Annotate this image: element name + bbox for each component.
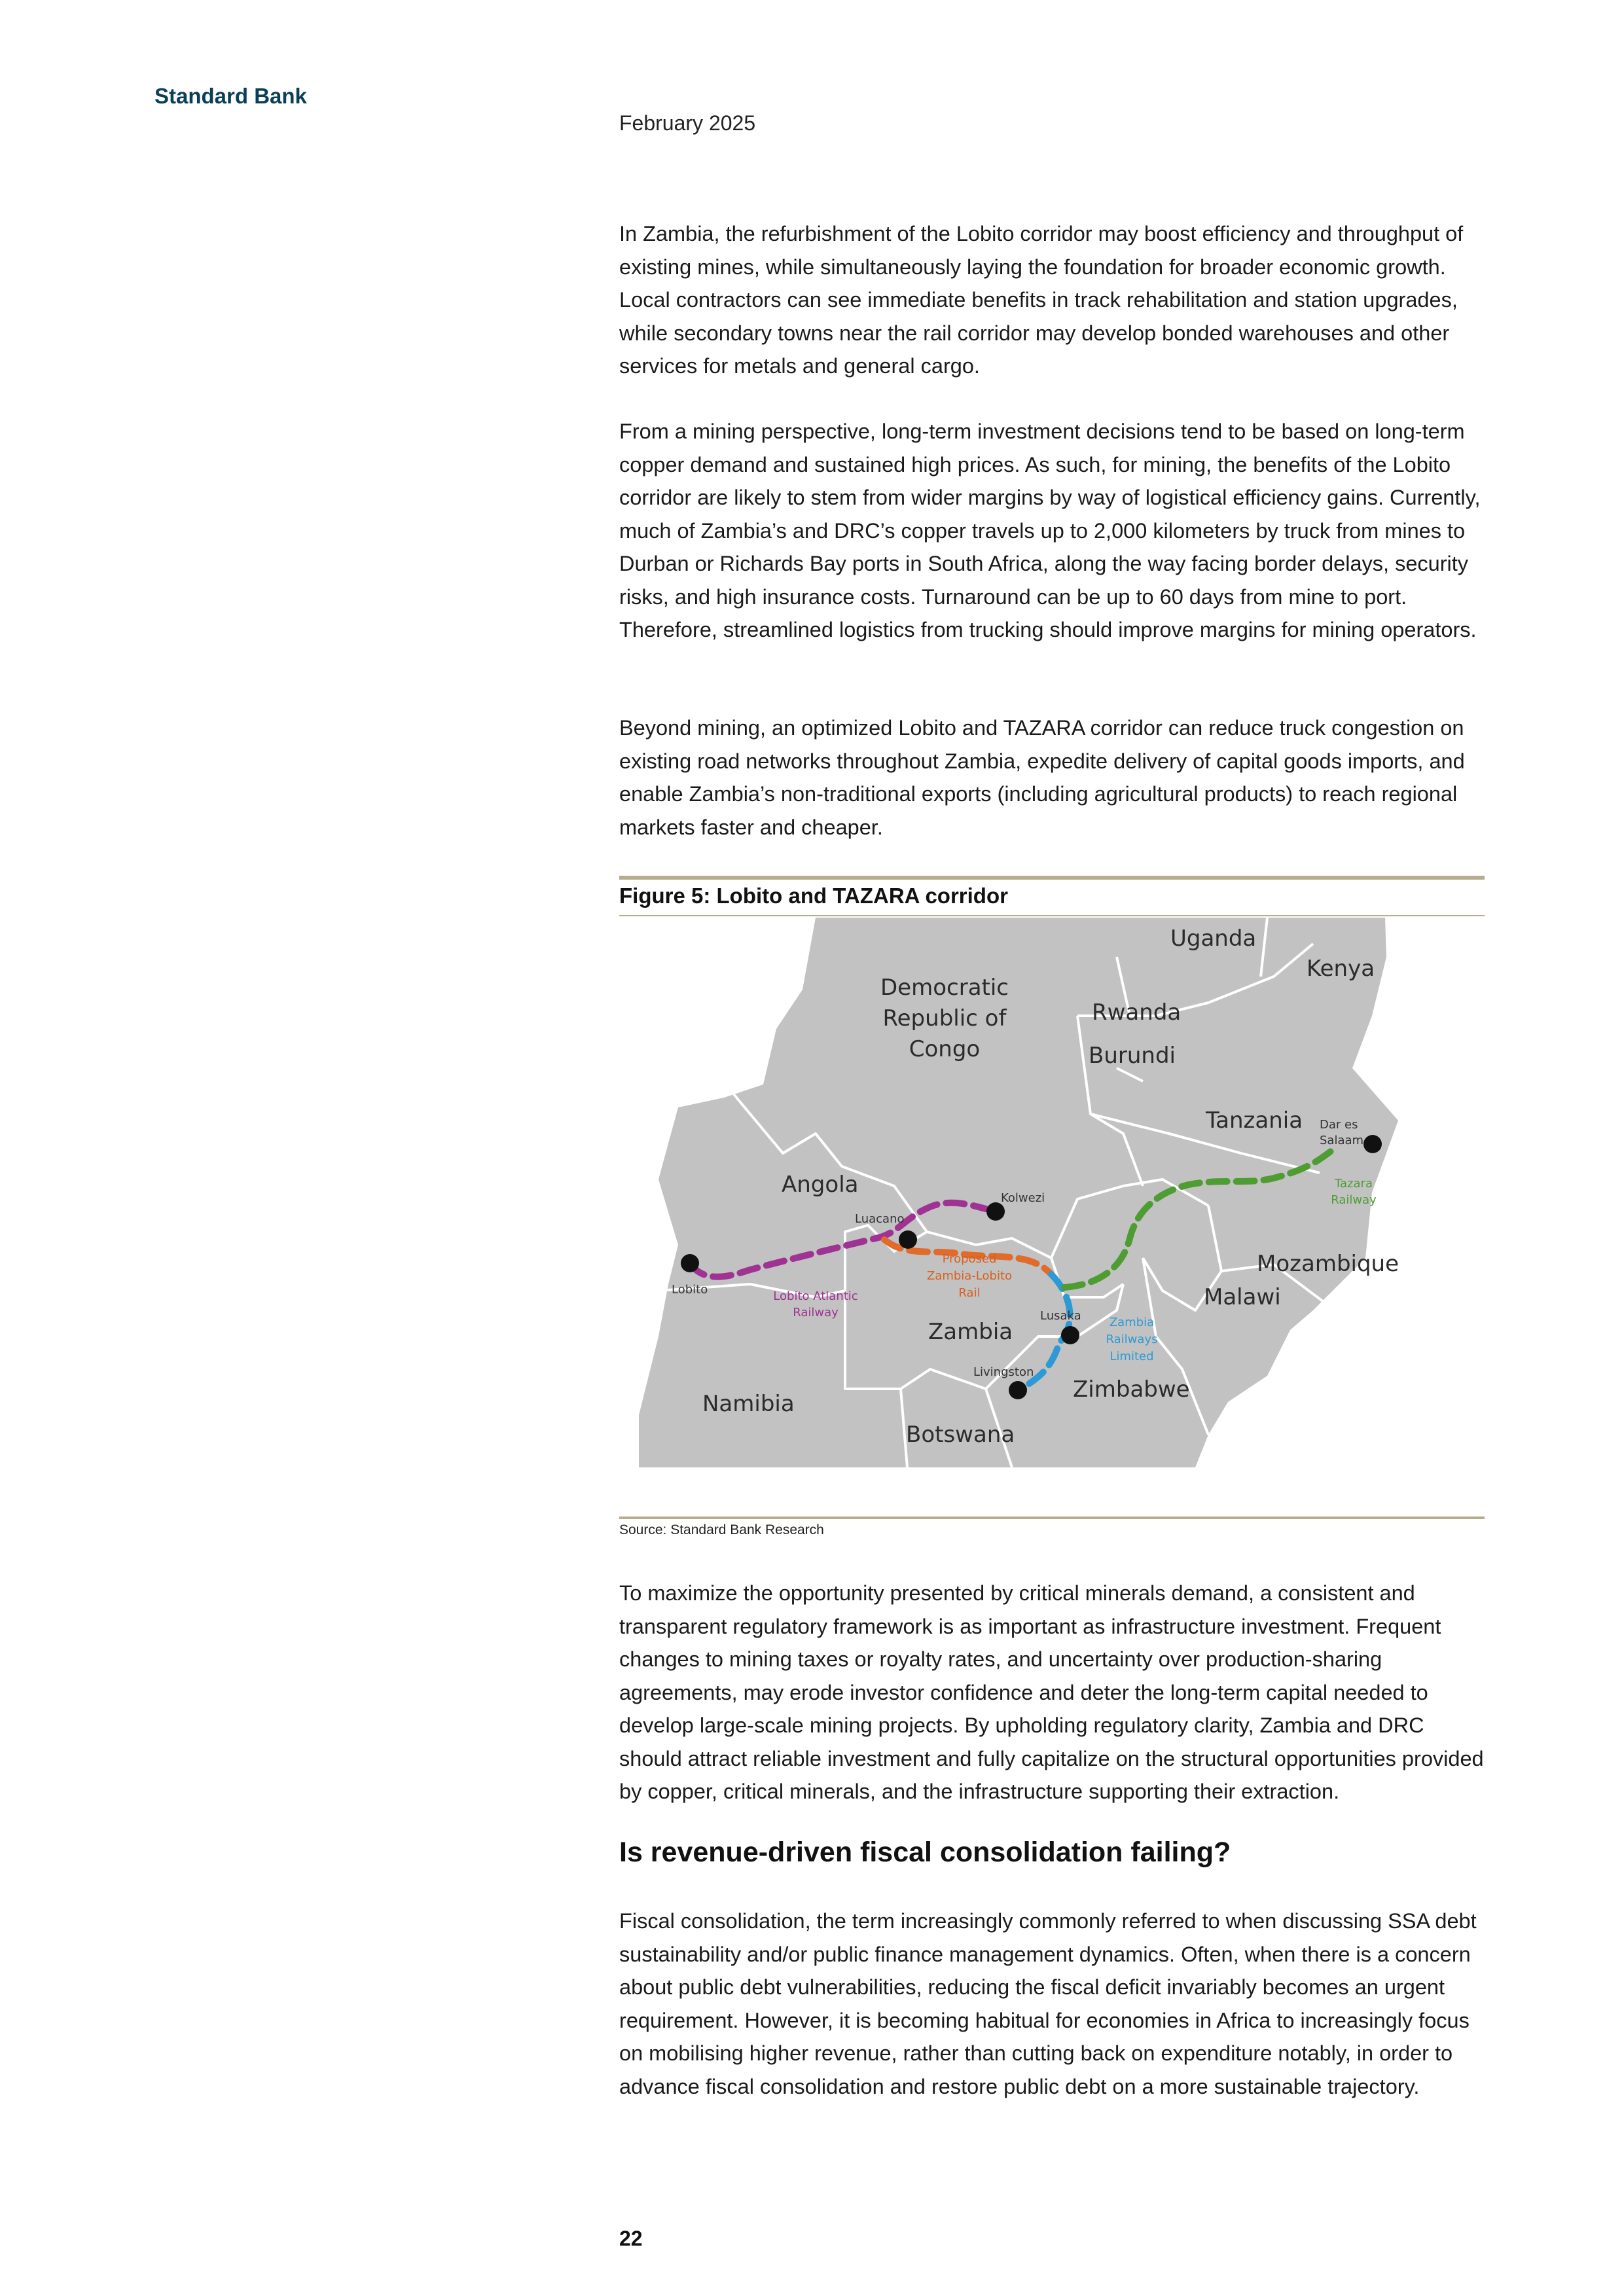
lobito-marker — [681, 1254, 699, 1272]
lusaka-marker — [1061, 1326, 1079, 1344]
label-zambia-railways-limited: Railways — [1106, 1333, 1158, 1346]
label-kenya: Kenya — [1307, 956, 1375, 982]
label-burundi: Burundi — [1089, 1043, 1176, 1069]
figure-title-rule — [619, 915, 1485, 916]
luacano-marker — [899, 1230, 917, 1249]
label-drc: Republic of — [882, 1005, 1007, 1031]
paragraph-text: From a mining perspective, long-term investment decisions tend to be based on long-term copper demand and sustained high prices. As such, for mining, the benefits of the Lobito corridor are likely to stem from wider margins by way of logistical efficiency gains. Currently, much of Zambia’s and DRC’s copper travels up to 2,000 kilometers by truck from mines to Durban or Richards Bay ports in South Africa, along the way facing border delays, security risks, and high insurance costs. Turnaround can be up to 60 days from mine to port. Therefore, streamlined logistics from trucking should improve margins for mining operators. — [619, 420, 1481, 641]
label-proposed-zambia-lobito-rail: Rail — [958, 1286, 981, 1300]
figure-top-rule — [619, 876, 1485, 880]
paragraph-zambia-refurbishment — [619, 217, 1490, 383]
livingston-marker — [1009, 1381, 1027, 1399]
label-zambia: Zambia — [928, 1319, 1013, 1345]
label-livingston: Livingston — [973, 1365, 1034, 1379]
paragraph-beyond-mining — [619, 711, 1490, 844]
label-botswana: Botswana — [906, 1422, 1015, 1448]
paragraph-text: Fiscal consolidation, the term increasingly commonly referred to when discussing SSA debt sustainability and/or public finance management dynamics. Often, when there is a concern about public debt vulnerabilities, reducing the fiscal deficit invariably becomes an urgent requirement. However, it is becoming habitual for economies in Africa to increasingly focus on mobilising higher revenue, rather than cutting back on expenditure notably, in order to advance fiscal consolidation and restore public debt on a more sustainable trajectory. — [619, 1909, 1477, 2098]
figure-source: Source: Standard Bank Research — [619, 1522, 824, 1537]
label-angola: Angola — [782, 1172, 859, 1198]
label-drc: Democratic — [880, 975, 1009, 1001]
label-tanzania: Tanzania — [1206, 1107, 1303, 1134]
page-number: 22 — [619, 2227, 643, 2250]
paragraph-text: In Zambia, the refurbishment of the Lobito corridor may boost efficiency and throughput of existing mines, while simultaneously laying the foundation for broader economic growth. Local contractors can see immediate benefits in track rehabilitation and station upgrades, while secondary towns near the rail corridor may develop bonded warehouses and other services for metals and general cargo. — [619, 222, 1464, 378]
label-drc: Congo — [909, 1036, 981, 1062]
corridor-map — [619, 918, 1485, 1467]
label-rwanda: Rwanda — [1092, 999, 1182, 1026]
figure-title: Figure 5: Lobito and TAZARA corridor — [619, 884, 1008, 908]
label-proposed-zambia-lobito-rail: Proposed — [942, 1252, 997, 1266]
label-dar-es-salaam: Dar es — [1320, 1118, 1358, 1132]
label-proposed-zambia-lobito-rail: Zambia-Lobito — [926, 1269, 1013, 1283]
kolwezi-marker — [986, 1202, 1005, 1221]
paragraph-fiscal-consolidation — [619, 1905, 1490, 2103]
label-lusaka: Lusaka — [1040, 1309, 1081, 1323]
label-namibia: Namibia — [702, 1391, 795, 1417]
figure-bottom-rule — [619, 1516, 1485, 1519]
label-tazara-railway: Railway — [1331, 1193, 1377, 1207]
label-kolwezi: Kolwezi — [1001, 1191, 1045, 1205]
section-heading: Is revenue-driven fiscal consolidation failing? — [619, 1837, 1231, 1868]
label-malawi: Malawi — [1204, 1284, 1281, 1310]
report-date: February 2025 — [619, 111, 756, 135]
label-lobito-atlantic-railway: Railway — [793, 1306, 839, 1319]
label-zambia-railways-limited: Limited — [1110, 1350, 1154, 1363]
label-lobito-atlantic-railway: Lobito Atlantic — [773, 1289, 858, 1303]
paragraph-text: Beyond mining, an optimized Lobito and TAZARA corridor can reduce truck congestion on existing road networks throughout Zambia, expedite delivery of capital goods imports, and enable Zambia’s non-traditional exports (including agricultural products) to reach regional markets faster and cheaper. — [619, 716, 1465, 839]
label-mozambique: Mozambique — [1257, 1251, 1399, 1277]
label-zimbabwe: Zimbabwe — [1073, 1376, 1190, 1403]
brand-name: Standard Bank — [154, 84, 307, 108]
label-dar-es-salaam: Salaam — [1320, 1134, 1364, 1147]
paragraph-text: To maximize the opportunity presented by critical minerals demand, a consistent and transparent regulatory framework is as important as infrastructure investment. Frequent changes to mining taxes or royalty rates, and uncertainty over production-sharing agreements, may erode investor confidence and deter the long-term capital needed to develop large-scale mining projects. By upholding regulatory clarity, Zambia and DRC should attract reliable investment and fully capitalize on the structural opportunities provided by copper, critical minerals, and the infrastructure supporting their extraction. — [619, 1581, 1484, 1803]
label-luacano: Luacano — [855, 1212, 905, 1226]
dar-es-salaam-marker — [1363, 1135, 1382, 1153]
label-tazara-railway: Tazara — [1335, 1177, 1373, 1191]
label-uganda: Uganda — [1170, 925, 1257, 952]
label-zambia-railways-limited: Zambia — [1109, 1316, 1155, 1329]
paragraph-regulatory-framework — [619, 1577, 1490, 1808]
paragraph-mining-perspective — [619, 415, 1490, 647]
label-lobito: Lobito — [672, 1283, 708, 1297]
